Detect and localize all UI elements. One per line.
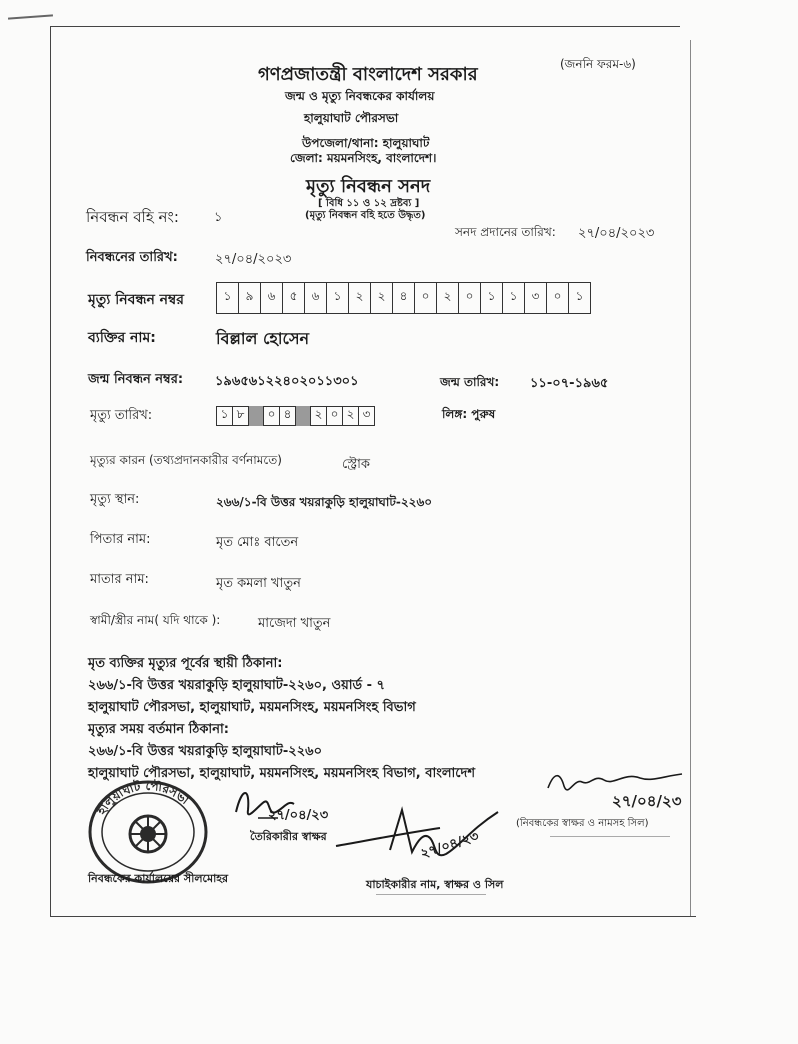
permanent-address-line1: ২৬৬/১-বি উত্তর খয়রাকুড়ি হালুয়াঘাট-২২৬০, ওয়ার্ড - ৭ xyxy=(88,678,385,693)
death-year-digit: ২ xyxy=(310,406,327,426)
registrar-sign-label: (নিবন্ধকের স্বাক্ষর ও নামসহ সিল) xyxy=(516,818,649,829)
death-year-digit: ৩ xyxy=(359,406,375,426)
death-reg-number-label: মৃত্যু নিবন্ধন নম্বর xyxy=(88,292,184,308)
reg-digit-box: ৯ xyxy=(239,282,261,314)
present-address-line2: হালুয়াঘাট পৌরসভা, হালুয়াঘাট, ময়মনসিংহ, ময়মনসিংহ বিভাগ, বাংলাদেশ xyxy=(88,766,476,781)
form-reference: (জননি ফরম-৬) xyxy=(560,57,636,71)
birth-reg-value: ১৯৬৫৬১২২৪০২০১১৩০১ xyxy=(215,374,359,389)
father-label: পিতার নাম: xyxy=(90,532,151,547)
verifier-date: ২৭/০৪/২৩ xyxy=(418,829,481,862)
register-book-label: নিবন্ধন বহি নং: xyxy=(86,208,179,226)
registrar-stamp-faded xyxy=(550,836,670,897)
registration-date-value: ২৭/০৪/২০২৩ xyxy=(215,252,292,267)
reg-digit-box: ১ xyxy=(569,282,591,314)
death-day-digit: ১ xyxy=(216,406,233,426)
reg-digit-box: ২ xyxy=(349,282,371,314)
paper-right-edge xyxy=(690,40,691,916)
spouse-value: মাজেদা খাতুন xyxy=(258,616,331,631)
person-name-label: ব্যক্তির নাম: xyxy=(88,330,156,346)
registrar-date: ২৭/০৪/২৩ xyxy=(612,792,682,810)
upazila: উপজেলা/থানা: হালুয়াঘাট xyxy=(302,136,430,150)
mother-value: মৃত কমলা খাতুন xyxy=(216,576,301,591)
issue-date-value: ২৭/০৪/২০২৩ xyxy=(578,226,655,241)
birth-date-label: জন্ম তারিখ: xyxy=(440,375,500,389)
municipality-name: হালুয়াঘাট পৌরসভা xyxy=(304,111,399,125)
reg-digit-box: ১ xyxy=(327,282,349,314)
reg-digit-box: ৬ xyxy=(261,282,283,314)
death-year-digit: ০ xyxy=(327,406,343,426)
reg-digit-box: ০ xyxy=(547,282,569,314)
verifier-stamp-faded xyxy=(376,894,486,939)
reg-digit-box: ১ xyxy=(481,282,503,314)
mother-label: মাতার নাম: xyxy=(90,572,149,587)
issue-date-label: সনদ প্রদানের তারিখ: xyxy=(455,225,556,239)
death-month-digit: ৪ xyxy=(280,406,296,426)
death-date-boxes xyxy=(216,406,375,426)
certificate-title: মৃত্যু নিবন্ধন সনদ xyxy=(306,176,431,197)
father-value: মৃত মোঃ বাতেন xyxy=(216,535,299,550)
preparer-sign-label: তৈরিকারীর স্বাক্ষর xyxy=(250,830,327,843)
place-label: মৃত্যু স্থান: xyxy=(90,492,140,507)
paper-left-edge xyxy=(50,26,51,916)
reg-digit-box: ১ xyxy=(216,282,239,314)
reg-digit-box: ৫ xyxy=(283,282,305,314)
preparer-date: ২৭/০৪/২৩ xyxy=(268,808,329,823)
cause-value: স্ট্রোক xyxy=(342,457,370,472)
reg-digit-box: ৪ xyxy=(393,282,415,314)
gender: লিঙ্গ: পুরুষ xyxy=(442,407,496,421)
permanent-address-line2: হালুয়াঘাট পৌরসভা, হালুয়াঘাট, ময়মনসিংহ, ময়মনসিংহ বিভাগ xyxy=(88,700,416,715)
reg-digit-box: ০ xyxy=(415,282,437,314)
rule-reference: [ বিধি ১১ ও ১২ দ্রষ্টব্য ] xyxy=(318,198,420,209)
death-month-digit: ০ xyxy=(263,406,280,426)
death-date-label: মৃত্যু তারিখ: xyxy=(90,408,153,423)
seal-text: হালুয়াঘাট পৌরসভা xyxy=(94,778,192,818)
paper-bottom-edge xyxy=(50,916,696,917)
death-day-digit: ৮ xyxy=(233,406,249,426)
paper-top-edge xyxy=(50,26,680,27)
reg-digit-box: ৬ xyxy=(305,282,327,314)
reg-digit-box: ১ xyxy=(503,282,525,314)
district: জেলা: ময়মনসিংহ, বাংলাদেশ। xyxy=(290,151,437,165)
reg-digit-box: ০ xyxy=(459,282,481,314)
reg-digit-box: ৩ xyxy=(525,282,547,314)
spouse-label: স্বামী/স্ত্রীর নাম( যদি থাকে ): xyxy=(90,613,221,627)
source-reference: (মৃত্যু নিবন্ধন বহি হতে উদ্ধৃত) xyxy=(305,210,426,221)
date-separator xyxy=(296,406,310,426)
pin-line xyxy=(8,14,53,19)
place-value: ২৬৬/১-বি উত্তর খয়রাকুড়ি হালুয়াঘাট-২২৬০ xyxy=(216,495,433,509)
reg-digit-box: ২ xyxy=(437,282,459,314)
death-year-digit: ২ xyxy=(343,406,359,426)
present-address-label: মৃত্যুর সময় বর্তমান ঠিকানা: xyxy=(88,722,229,737)
government-title: গণপ্রজাতন্ত্রী বাংলাদেশ সরকার xyxy=(258,64,478,85)
registration-date-label: নিবন্ধনের তারিখ: xyxy=(86,250,178,265)
present-address-line1: ২৬৬/১-বি উত্তর খয়রাকুড়ি হালুয়াঘাট-২২৬০ xyxy=(88,744,323,759)
death-reg-number-boxes xyxy=(216,282,591,314)
office-name: জন্ম ও মৃত্যু নিবন্ধকের কার্যালয় xyxy=(285,89,435,103)
cause-label: মৃত্যুর কারন (তথ্যপ্রদানকারীর বর্ণনামতে) xyxy=(90,453,282,467)
office-seal-label: নিবন্ধকের কার্যালয়ের সীলমোহর xyxy=(88,872,229,885)
birth-date-value: ১১-০৭-১৯৬৫ xyxy=(530,376,609,391)
birth-reg-label: জন্ম নিবন্ধন নম্বর: xyxy=(88,372,184,387)
permanent-address-label: মৃত ব্যক্তির মৃত্যুর পূর্বের স্থায়ী ঠিকানা: xyxy=(88,656,283,671)
register-book-value: ১ xyxy=(214,210,223,225)
person-name-value: বিল্লাল হোসেন xyxy=(216,329,310,348)
verifier-label: যাচাইকারীর নাম, স্বাক্ষর ও সিল xyxy=(366,878,504,891)
reg-digit-box: ২ xyxy=(371,282,393,314)
date-separator xyxy=(249,406,263,426)
